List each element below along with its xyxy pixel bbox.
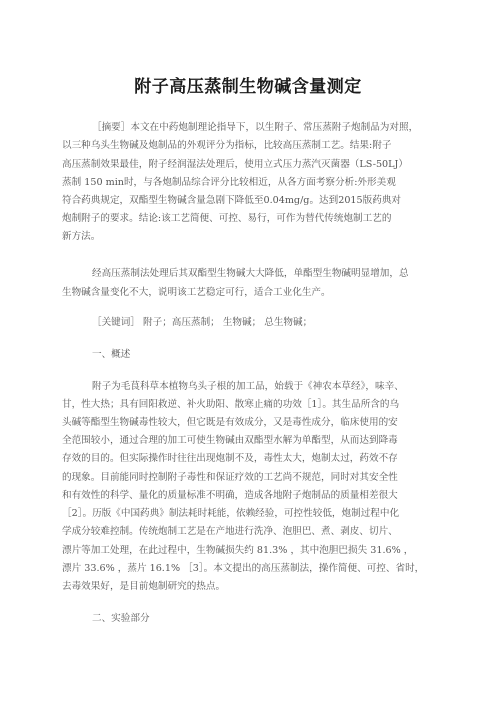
abstract-line: 新方法。 (62, 231, 101, 242)
body-line: 全范围较小，通过合理的加工可使生物碱由双酯型水解为单酯型，从而达到降毒 (62, 435, 398, 446)
body-line: 附子为毛茛科草本植物乌头子根的加工品，始载于《神农本草经》，味辛、 (92, 381, 404, 392)
body-line: 存效的目的。但实际操作时往往出现炮制不及，毒性太大，炮制太过，药效不存 (62, 453, 398, 464)
body-line: 去毒效果好，是目前炮制研究的热点。 (62, 581, 226, 592)
body-line: 和有效性的科学、量化的质量标准不明确，造成各地附子炮制品的质量相差很大 (62, 490, 398, 501)
section-heading: 二、实验部分 (92, 613, 150, 624)
section-heading: 一、概述 (92, 349, 131, 360)
body-line: 头碱等酯型生物碱毒性较大，但它既是有效成分，又是毒性成分，临床使用的安 (62, 417, 398, 428)
paragraph-line: 经高压蒸制法处理后其双酯型生物碱大大降低，单酯型生物碱明显增加，总 (92, 268, 409, 279)
body-line: 甘，性大热；具有回阳救逆、补火助阳、散寒止痛的功效［1］。其生品所含的乌 (62, 399, 400, 410)
abstract-line: 高压蒸制效果最佳，附子经润湿法处理后，使用立式压力蒸汽灭菌器（LS-50LJ） (62, 159, 408, 170)
body-line: 的现象。目前能同时控制附子毒性和保证疗效的工艺尚不规范，同时对其安全性 (62, 472, 398, 483)
abstract-line: ［摘要］本文在中药炮制理论指导下，以生附子、常压蒸附子炮制品为对照， (92, 122, 419, 133)
document-title: 附子高压蒸制生物碱含量测定 (134, 77, 362, 97)
body-line: 漂片 33.6% ，蒸片 16.1% ［3］。本文提出的高压蒸制法，操作简便、可控、省时， (62, 563, 425, 574)
abstract-line: 符合药典规定，双酯型生物碱含量急剧下降低至0.04mg/g。达到2015版药典对 (62, 195, 402, 206)
body-line: ［2］。历版《中国药典》制法耗时耗能，依赖经验，可控性较低，炮制过程中化 (62, 508, 400, 519)
abstract-line: 蒸制 150 min时，与各炮制品综合评分比较相近，从各方面考察分析:外形美观 (62, 177, 396, 188)
paragraph-line: 生物碱含量变化不大，说明该工艺稳定可行，适合工业化生产。 (62, 287, 331, 298)
abstract-line: 炮制附子的要求。结论:该工艺简便、可控、易行，可作为替代传统炮制工艺的 (62, 213, 392, 224)
abstract-line: 以三种乌头生物碱及炮制品的外观评分为指标，比较高压蒸制工艺。结果:附子 (62, 140, 392, 151)
body-line: 学成分较难控制。传统炮制工艺是在产地进行洗净、泡胆巴、煮、剥皮、切片、 (62, 526, 398, 537)
body-line: 漂片等加工处理，在此过程中，生物碱损失约 81.3% ，其中泡胆巴损失 31.6% ， (62, 545, 414, 556)
keywords-line: ［关键词］ 附子；高压蒸制； 生物碱； 总生物碱； (92, 317, 313, 328)
